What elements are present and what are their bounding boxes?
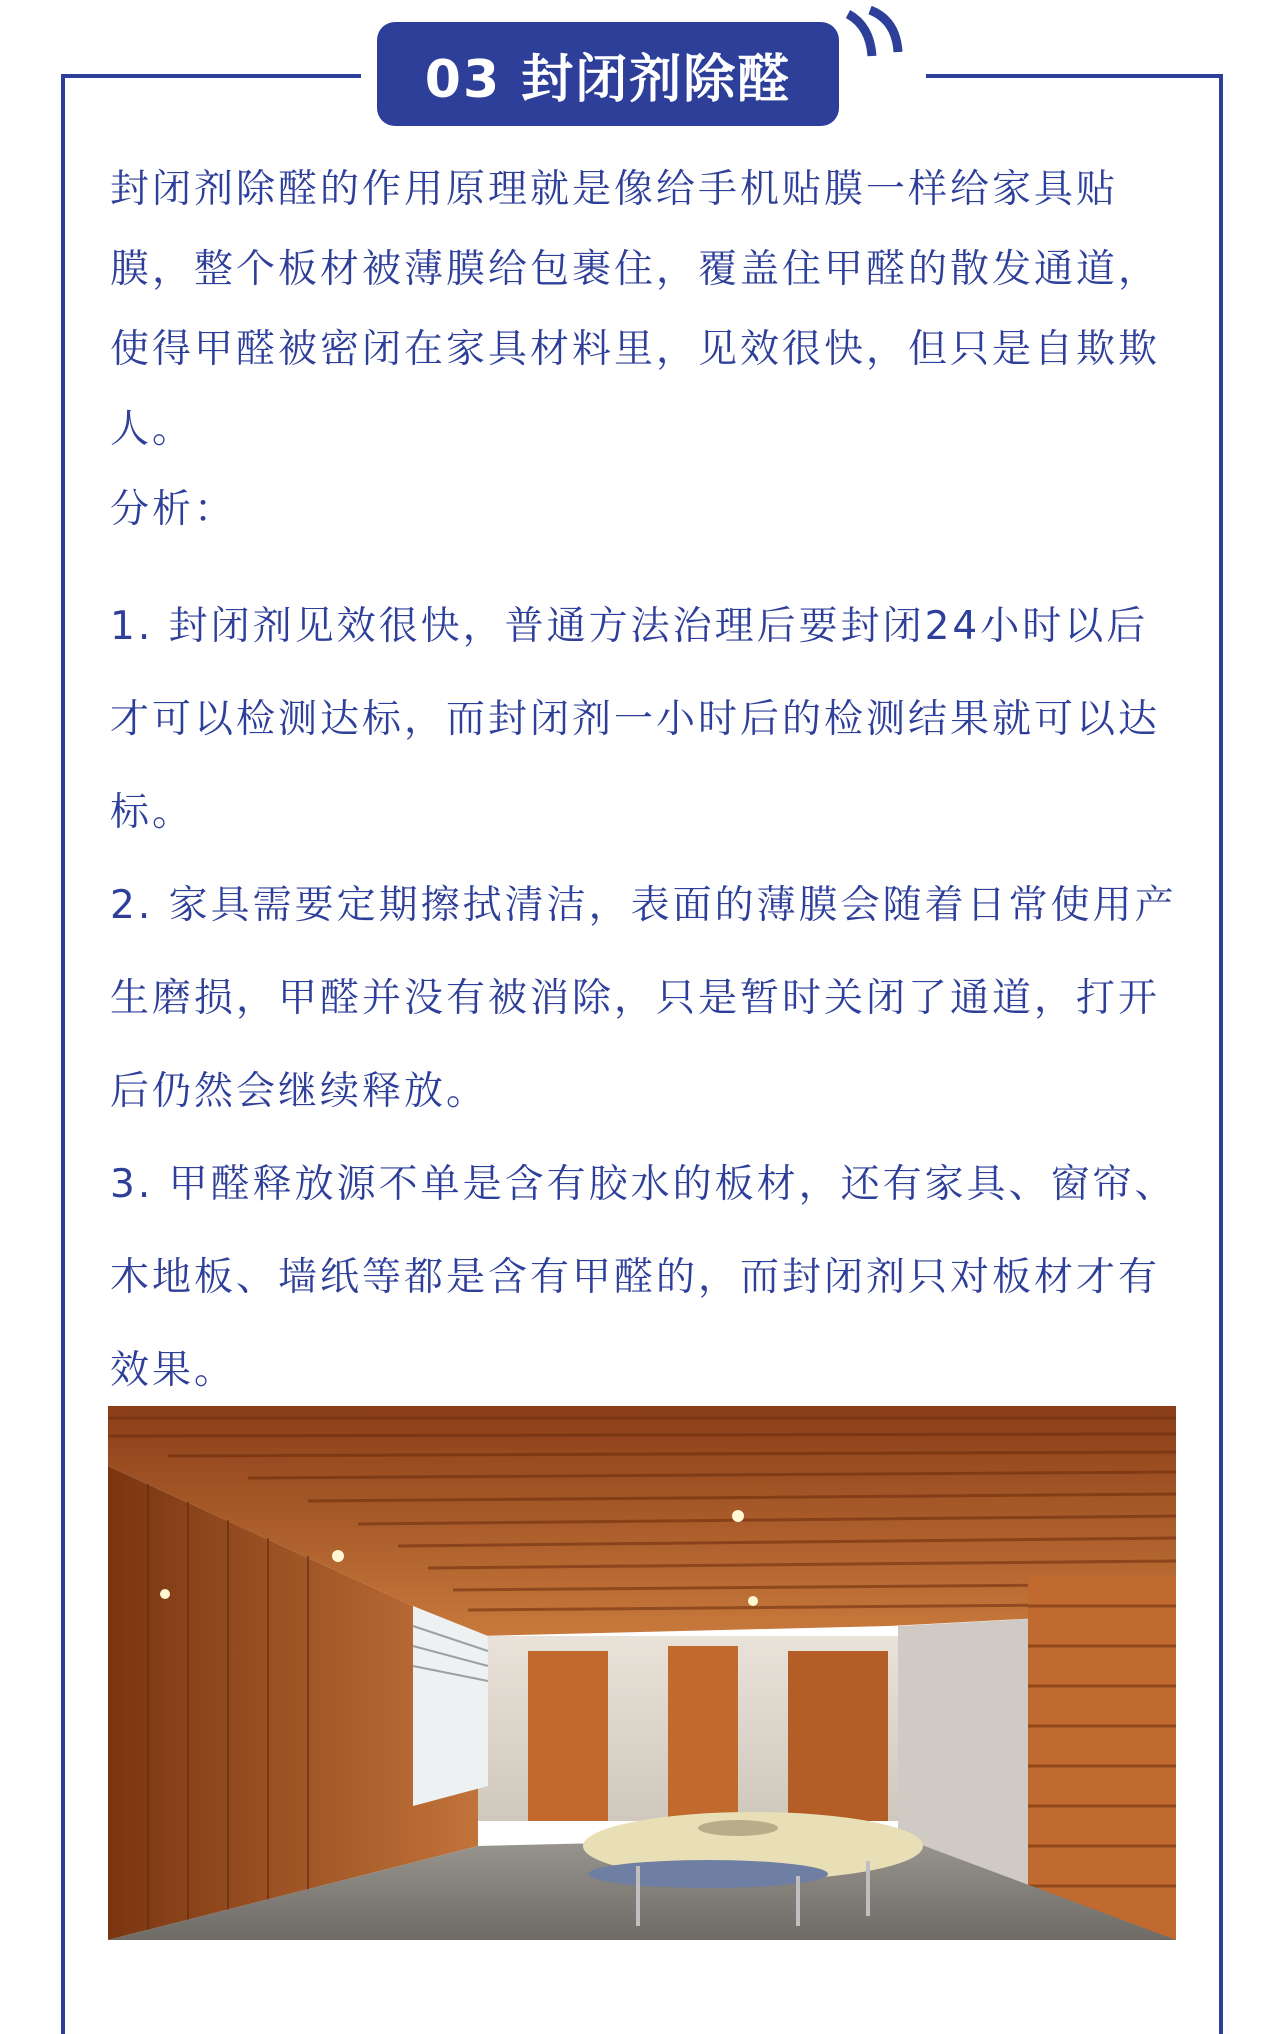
intro-paragraph: 封闭剂除醛的作用原理就是像给手机贴膜一样给家具贴膜，整个板材被薄膜给包裹住，覆盖住甲醛的散发通道，使得甲醛被密闭在家具材料里，见效很快，但只是自欺欺人。 xyxy=(110,167,1161,452)
analysis-label: 分析： xyxy=(110,487,237,532)
analysis-point-1: 1. 封闭剂见效很快，普通方法治理后要封闭24小时以后才可以检测达标，而封闭剂一小时后的检测结果就可以达标。 xyxy=(110,604,1161,835)
article-body xyxy=(110,150,1180,1417)
frame-top-border-left xyxy=(61,74,361,78)
room-photo xyxy=(108,1406,1176,1940)
signal-arcs-icon xyxy=(840,6,910,62)
section-title xyxy=(377,22,839,126)
analysis-point-3: 3. 甲醛释放源不单是含有胶水的板材，还有家具、窗帘、木地板、墙纸等都是含有甲醛的，而封闭剂只对板材才有效果。 xyxy=(110,1162,1177,1393)
analysis-point-2: 2. 家具需要定期擦拭清洁，表面的薄膜会随着日常使用产生磨损，甲醛并没有被消除，只是暂时关闭了通道，打开后仍然会继续释放。 xyxy=(110,883,1177,1114)
section-title-text: 03 封闭剂除醛 xyxy=(424,49,792,110)
analysis-points xyxy=(110,580,1180,1417)
frame-top-border-right xyxy=(926,74,1223,78)
wood-panel-room-image xyxy=(108,1406,1176,1940)
